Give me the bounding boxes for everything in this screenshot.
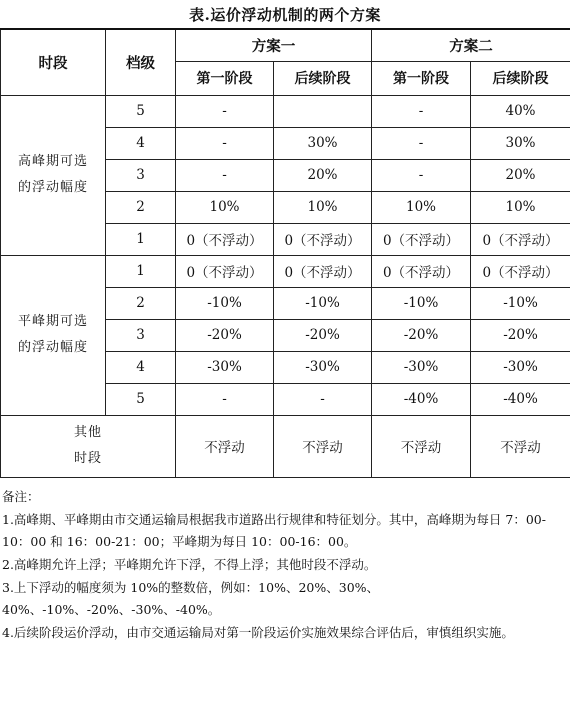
value-cell: - — [372, 127, 471, 159]
value-cell: - — [176, 383, 274, 415]
value-cell: 0（不浮动） — [274, 255, 372, 287]
header-plan2: 方案二 — [372, 29, 570, 61]
value-cell: 10% — [372, 191, 471, 223]
header-level: 档级 — [106, 29, 176, 95]
header-plan1: 方案一 — [176, 29, 372, 61]
level-cell: 5 — [106, 95, 176, 127]
value-cell: 40% — [471, 95, 570, 127]
value-cell: 不浮动 — [471, 415, 570, 477]
value-cell: -10% — [372, 287, 471, 319]
note-item: 2.高峰期允许上浮；平峰期允许下浮，不得上浮；其他时段不浮动。 — [2, 557, 377, 572]
value-cell: -40% — [471, 383, 570, 415]
value-cell: - — [176, 95, 274, 127]
table-row — [1, 95, 570, 127]
offpeak-period-label: 平峰期可选 的浮动幅度 — [1, 255, 106, 415]
header-plan1-stage2: 后续阶段 — [274, 61, 372, 95]
value-cell: 10% — [274, 191, 372, 223]
header-period: 时段 — [1, 29, 106, 95]
value-cell: 0（不浮动） — [372, 223, 471, 255]
value-cell: 0（不浮动） — [176, 255, 274, 287]
level-cell: 4 — [106, 127, 176, 159]
value-cell: -40% — [372, 383, 471, 415]
value-cell: 0（不浮动） — [274, 223, 372, 255]
note-item: 3.上下浮动的幅度须为 10%的整数倍，例如：10%、20%、30%、40%、-10%、-20%、-30%、-40%。 — [2, 580, 380, 617]
table-title: 表.运价浮动机制的两个方案 — [189, 6, 381, 24]
value-cell: -30% — [274, 351, 372, 383]
value-cell: 10% — [176, 191, 274, 223]
value-cell: -10% — [176, 287, 274, 319]
value-cell: - — [176, 159, 274, 191]
value-cell: -20% — [274, 319, 372, 351]
level-cell: 5 — [106, 383, 176, 415]
value-cell: 20% — [471, 159, 570, 191]
value-cell: - — [176, 127, 274, 159]
value-cell: 0（不浮动） — [471, 255, 570, 287]
level-cell: 1 — [106, 223, 176, 255]
fare-table — [0, 28, 570, 478]
other-period-label: 其他 时段 — [1, 415, 176, 477]
level-cell: 2 — [106, 287, 176, 319]
value-cell: 10% — [471, 191, 570, 223]
header-plan1-stage1: 第一阶段 — [176, 61, 274, 95]
value-cell: 30% — [471, 127, 570, 159]
value-cell: 30% — [274, 127, 372, 159]
value-cell: - — [372, 95, 471, 127]
level-cell: 3 — [106, 159, 176, 191]
value-cell: - — [372, 159, 471, 191]
table-row — [1, 415, 570, 477]
value-cell — [274, 95, 372, 127]
value-cell: 不浮动 — [274, 415, 372, 477]
value-cell: 不浮动 — [176, 415, 274, 477]
value-cell: - — [274, 383, 372, 415]
level-cell: 2 — [106, 191, 176, 223]
value-cell: -20% — [471, 319, 570, 351]
value-cell: -20% — [176, 319, 274, 351]
value-cell: -30% — [372, 351, 471, 383]
value-cell: -10% — [274, 287, 372, 319]
value-cell: 不浮动 — [372, 415, 471, 477]
table-row — [1, 255, 570, 287]
level-cell: 1 — [106, 255, 176, 287]
value-cell: -10% — [471, 287, 570, 319]
value-cell: -20% — [372, 319, 471, 351]
value-cell: 0（不浮动） — [176, 223, 274, 255]
note-item: 1.高峰期、平峰期由市交通运输局根据我市道路出行规律和特征划分。其中，高峰期为每日 7：00-10：00 和 16：00-21：00；平峰期为每日 10：00-16：00。 — [2, 512, 546, 549]
value-cell: -30% — [471, 351, 570, 383]
header-plan2-stage1: 第一阶段 — [372, 61, 471, 95]
level-cell: 4 — [106, 351, 176, 383]
note-item: 4.后续阶段运价浮动，由市交通运输局对第一阶段运价实施效果综合评估后，审慎组织实施。 — [2, 625, 514, 640]
header-plan2-stage2: 后续阶段 — [471, 61, 570, 95]
peak-period-label: 高峰期可选 的浮动幅度 — [1, 95, 106, 255]
value-cell: 20% — [274, 159, 372, 191]
notes — [2, 486, 568, 644]
value-cell: 0（不浮动） — [471, 223, 570, 255]
value-cell: -30% — [176, 351, 274, 383]
level-cell: 3 — [106, 319, 176, 351]
value-cell: 0（不浮动） — [372, 255, 471, 287]
notes-heading: 备注： — [2, 489, 40, 504]
